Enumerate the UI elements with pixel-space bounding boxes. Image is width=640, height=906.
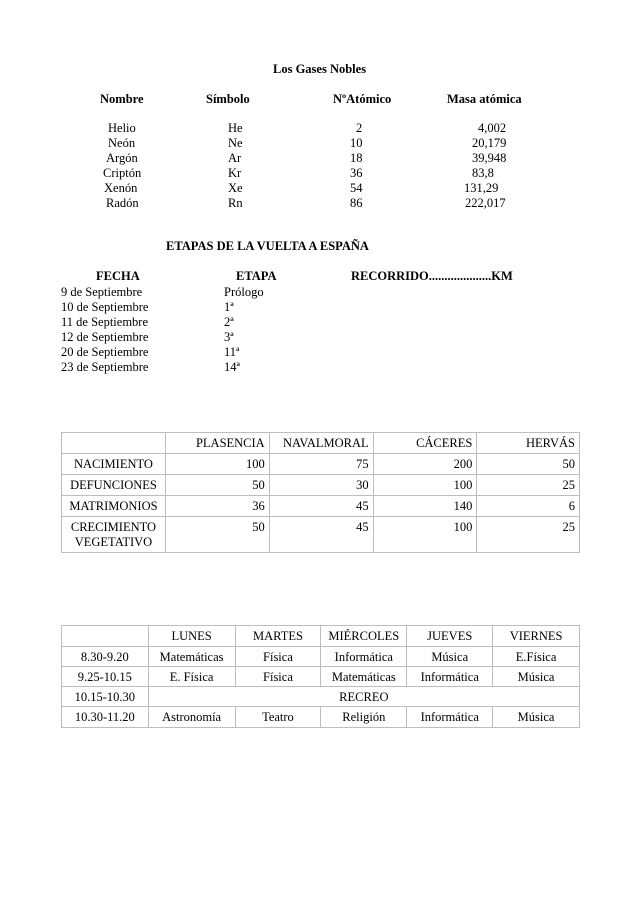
horario-time: 10.15-10.30 <box>62 687 149 707</box>
poblacion-row <box>62 454 580 475</box>
poblacion-cell: 45 <box>269 517 373 553</box>
horario-cell: Física <box>235 667 321 687</box>
horario-row-recreo <box>62 687 580 707</box>
poblacion-cell: 25 <box>477 475 580 496</box>
poblacion-header-hervas: HERVÁS <box>477 433 580 454</box>
poblacion-header-empty <box>62 433 166 454</box>
etapa-numero: 3ª <box>224 330 234 344</box>
horario-cell: E.Física <box>493 647 580 667</box>
etapa-numero: 2ª <box>224 315 234 329</box>
gases-row <box>0 151 640 166</box>
horario-cell: Música <box>493 707 580 728</box>
poblacion-header-row <box>62 433 580 454</box>
poblacion-cell: 6 <box>477 496 580 517</box>
etapa-fecha: 23 de Septiembre <box>61 360 149 374</box>
gas-nombre: Helio <box>108 121 136 135</box>
gas-masa: 20,179 <box>472 136 507 150</box>
gases-row <box>0 181 640 196</box>
etapas-title: ETAPAS DE LA VUELTA A ESPAÑA <box>166 239 369 253</box>
gases-header-numero: NºAtómico <box>333 92 392 106</box>
gas-numero: 10 <box>350 136 363 150</box>
horario-row <box>62 667 580 687</box>
horario-row <box>62 647 580 667</box>
gases-row <box>0 121 640 136</box>
etapa-fecha: 20 de Septiembre <box>61 345 149 359</box>
gas-masa: 4,002 <box>478 121 507 135</box>
poblacion-cell: 50 <box>165 475 269 496</box>
poblacion-header-navalmoral: NAVALMORAL <box>269 433 373 454</box>
etapas-header-etapa: ETAPA <box>236 269 277 283</box>
gas-simbolo: Kr <box>228 166 242 180</box>
poblacion-cell: 45 <box>269 496 373 517</box>
etapa-row <box>0 300 640 315</box>
horario-cell: Informática <box>407 707 493 728</box>
poblacion-cell: 100 <box>373 517 477 553</box>
gas-numero: 2 <box>356 121 363 135</box>
gas-simbolo: He <box>228 121 243 135</box>
etapa-fecha: 9 de Septiembre <box>61 285 143 299</box>
gases-row <box>0 136 640 151</box>
gases-header-masa: Masa atómica <box>447 92 522 106</box>
gas-simbolo: Ar <box>228 151 242 165</box>
gas-simbolo: Ne <box>228 136 243 150</box>
poblacion-cell: 25 <box>477 517 580 553</box>
horario-cell: Teatro <box>235 707 321 728</box>
horario-header-martes: MARTES <box>235 626 321 647</box>
gases-header-row <box>0 92 640 107</box>
etapa-row <box>0 360 640 375</box>
gases-row <box>0 196 640 211</box>
horario-cell: Música <box>493 667 580 687</box>
horario-cell: Matemáticas <box>148 647 235 667</box>
horario-header-jueves: JUEVES <box>407 626 493 647</box>
horario-header-row <box>62 626 580 647</box>
gas-nombre: Argón <box>106 151 138 165</box>
horario-cell: Matemáticas <box>321 667 407 687</box>
etapa-row <box>0 345 640 360</box>
gas-simbolo: Xe <box>228 181 243 195</box>
horario-table <box>61 625 580 728</box>
poblacion-cell: 100 <box>373 475 477 496</box>
poblacion-row-label: DEFUNCIONES <box>62 475 166 496</box>
poblacion-header-plasencia: PLASENCIA <box>165 433 269 454</box>
gas-numero: 18 <box>350 151 363 165</box>
gases-row <box>0 166 640 181</box>
etapa-fecha: 12 de Septiembre <box>61 330 149 344</box>
poblacion-row <box>62 496 580 517</box>
poblacion-cell: 50 <box>165 517 269 553</box>
horario-cell: Física <box>235 647 321 667</box>
horario-cell: Informática <box>407 667 493 687</box>
horario-recreo: RECREO <box>148 687 579 707</box>
gases-title: Los Gases Nobles <box>273 62 367 76</box>
gas-masa: 222,017 <box>465 196 506 210</box>
gas-nombre: Radón <box>106 196 139 210</box>
etapa-row <box>0 285 640 300</box>
horario-cell: Música <box>407 647 493 667</box>
poblacion-cell: 140 <box>373 496 477 517</box>
horario-cell: Religión <box>321 707 407 728</box>
poblacion-row <box>62 517 580 553</box>
gas-simbolo: Rn <box>228 196 243 210</box>
etapas-header-recorrido: RECORRIDO....................KM <box>351 269 513 283</box>
gases-header-simbolo: Símbolo <box>206 92 250 106</box>
poblacion-cell: 36 <box>165 496 269 517</box>
gas-masa: 131,29 <box>464 181 499 195</box>
poblacion-row-label: CRECIMIENTO VEGETATIVO <box>62 517 166 553</box>
gas-nombre: Neón <box>108 136 136 150</box>
poblacion-header-caceres: CÁCERES <box>373 433 477 454</box>
etapa-row <box>0 315 640 330</box>
horario-header-miercoles: MIÉRCOLES <box>321 626 407 647</box>
horario-header-lunes: LUNES <box>148 626 235 647</box>
horario-time: 10.30-11.20 <box>62 707 149 728</box>
poblacion-cell: 200 <box>373 454 477 475</box>
gas-nombre: Xenón <box>104 181 138 195</box>
etapa-numero: 11ª <box>224 345 240 359</box>
etapa-numero: Prólogo <box>224 285 264 299</box>
horario-cell: Informática <box>321 647 407 667</box>
poblacion-row-label: NACIMIENTO <box>62 454 166 475</box>
etapas-header-fecha: FECHA <box>96 269 140 283</box>
poblacion-cell: 100 <box>165 454 269 475</box>
horario-row <box>62 707 580 728</box>
horario-cell: E. Física <box>148 667 235 687</box>
etapa-fecha: 11 de Septiembre <box>61 315 149 329</box>
horario-header-empty <box>62 626 149 647</box>
poblacion-table <box>61 432 580 553</box>
horario-cell: Astronomía <box>148 707 235 728</box>
gas-numero: 36 <box>350 166 363 180</box>
horario-header-viernes: VIERNES <box>493 626 580 647</box>
horario-time: 8.30-9.20 <box>62 647 149 667</box>
gas-numero: 54 <box>350 181 363 195</box>
gas-masa: 39,948 <box>472 151 507 165</box>
poblacion-row <box>62 475 580 496</box>
poblacion-row-label: MATRIMONIOS <box>62 496 166 517</box>
gas-numero: 86 <box>350 196 363 210</box>
gas-nombre: Criptón <box>103 166 142 180</box>
horario-time: 9.25-10.15 <box>62 667 149 687</box>
poblacion-cell: 75 <box>269 454 373 475</box>
etapa-numero: 1ª <box>224 300 234 314</box>
etapa-fecha: 10 de Septiembre <box>61 300 149 314</box>
poblacion-cell: 30 <box>269 475 373 496</box>
etapa-row <box>0 330 640 345</box>
poblacion-cell: 50 <box>477 454 580 475</box>
etapas-header-row <box>0 269 640 284</box>
gas-masa: 83,8 <box>472 166 494 180</box>
etapa-numero: 14ª <box>224 360 240 374</box>
gases-header-nombre: Nombre <box>100 92 144 106</box>
